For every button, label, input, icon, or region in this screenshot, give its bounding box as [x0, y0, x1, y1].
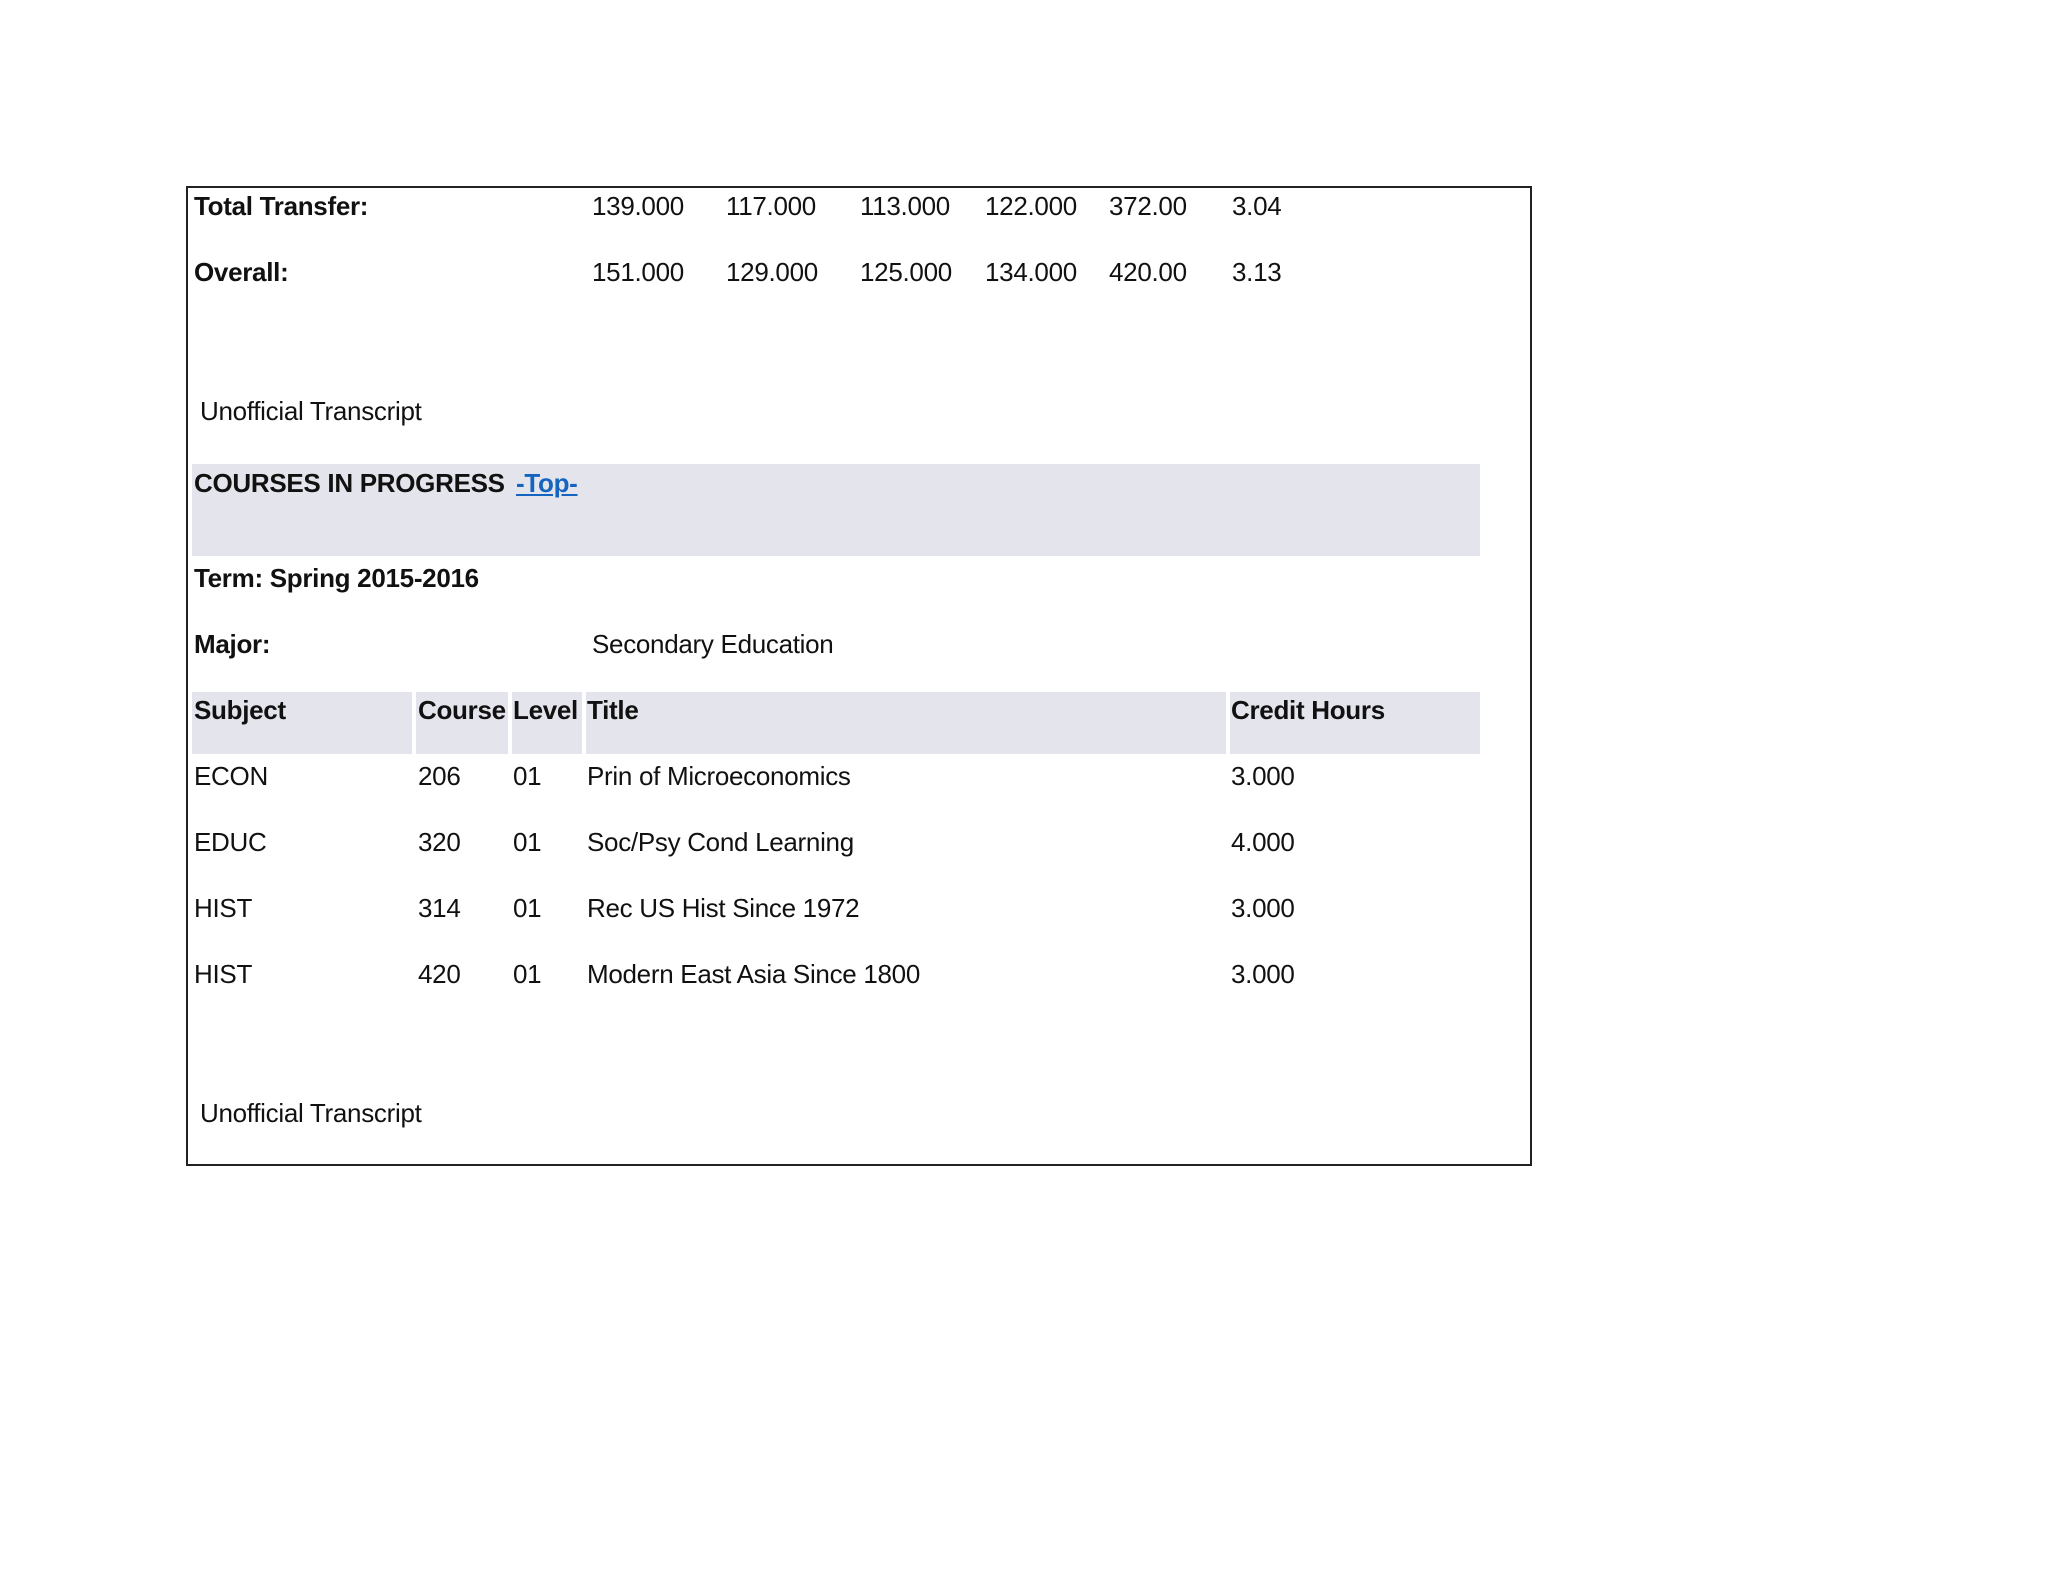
cell-level: 01: [513, 893, 542, 923]
overall-value: 129.000: [726, 257, 818, 287]
total-transfer-value: 122.000: [985, 191, 1077, 221]
cell-level: 01: [513, 827, 542, 857]
column-header-subject: Subject: [194, 695, 286, 725]
column-header-credit-hours: Credit Hours: [1231, 695, 1385, 725]
cell-title: Modern East Asia Since 1800: [587, 959, 920, 989]
major-value: Secondary Education: [592, 629, 834, 659]
cell-course: 206: [418, 761, 461, 791]
cell-title: Rec US Hist Since 1972: [587, 893, 860, 923]
cell-subject: HIST: [194, 959, 253, 989]
cell-credit-hours: 3.000: [1231, 761, 1295, 791]
cell-course: 420: [418, 959, 461, 989]
overall-value: 134.000: [985, 257, 1077, 287]
header-cell: [586, 692, 1226, 754]
total-transfer-value: 113.000: [860, 191, 950, 221]
total-transfer-value: 117.000: [726, 191, 816, 221]
column-header-level: Level: [513, 695, 578, 725]
cell-title: Prin of Microeconomics: [587, 761, 851, 791]
overall-gpa: 3.13: [1232, 257, 1282, 287]
cell-credit-hours: 3.000: [1231, 893, 1295, 923]
cell-subject: EDUC: [194, 827, 267, 857]
overall-label: Overall:: [194, 257, 289, 287]
cell-level: 01: [513, 761, 542, 791]
term-label: Term: Spring 2015-2016: [194, 563, 479, 593]
unofficial-transcript-label: Unofficial Transcript: [200, 396, 422, 426]
column-header-course: Course: [418, 695, 506, 725]
column-header-title: Title: [587, 695, 639, 725]
cell-level: 01: [513, 959, 542, 989]
cell-credit-hours: 3.000: [1231, 959, 1295, 989]
section-heading: COURSES IN PROGRESS: [194, 468, 505, 498]
transcript-frame: [186, 186, 1532, 1166]
overall-value: 420.00: [1109, 257, 1187, 287]
overall-value: 151.000: [592, 257, 684, 287]
cell-course: 320: [418, 827, 461, 857]
total-transfer-label: Total Transfer:: [194, 191, 369, 221]
total-transfer-value: 139.000: [592, 191, 684, 221]
cell-course: 314: [418, 893, 461, 923]
cell-credit-hours: 4.000: [1231, 827, 1295, 857]
overall-value: 125.000: [860, 257, 952, 287]
top-link[interactable]: -Top-: [516, 468, 578, 498]
major-label: Major:: [194, 629, 271, 659]
total-transfer-gpa: 3.04: [1232, 191, 1282, 221]
cell-subject: HIST: [194, 893, 253, 923]
cell-title: Soc/Psy Cond Learning: [587, 827, 854, 857]
total-transfer-value: 372.00: [1109, 191, 1187, 221]
unofficial-transcript-label: Unofficial Transcript: [200, 1098, 422, 1128]
cell-subject: ECON: [194, 761, 268, 791]
